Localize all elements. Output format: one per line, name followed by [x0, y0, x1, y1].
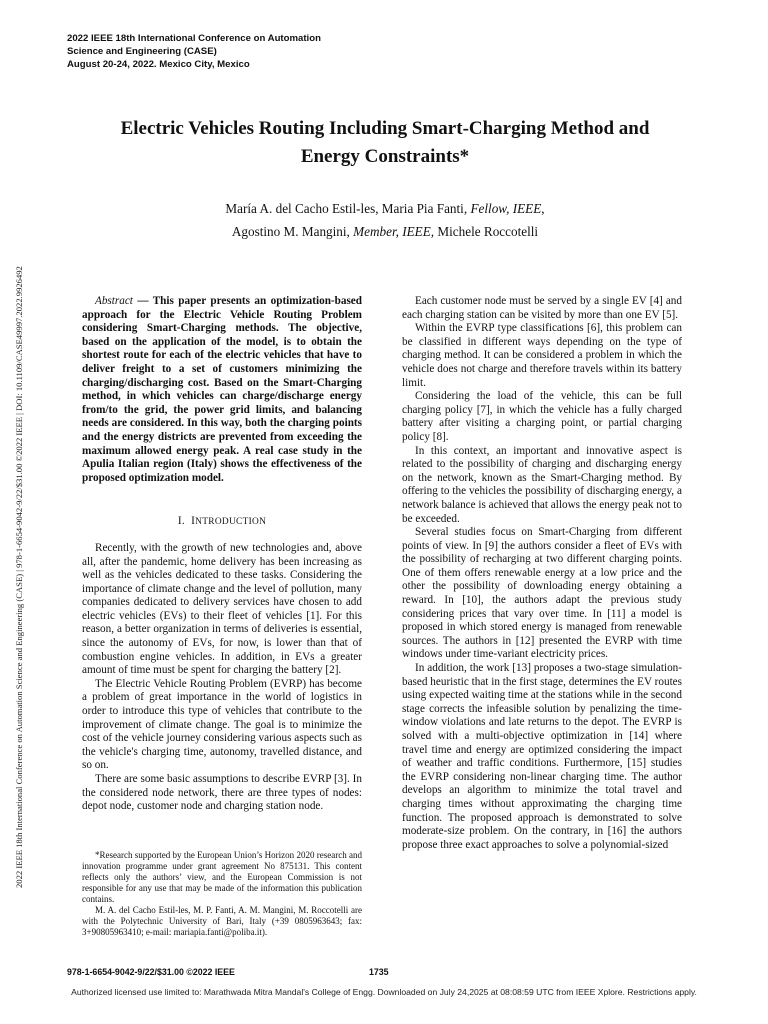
section-heading-introduction	[82, 515, 362, 530]
body-paragraph-3: Considering the load of the vehicle, this can be full charging policy [7], in which the vehicle has a fully charged battery after visiting a charging point, or partial charging policy [8].	[402, 390, 682, 443]
footnote-affiliation: M. A. del Cacho Estil-les, M. P. Fanti, A. M. Mangini, M. Roccotelli are with the Polytechnic University of Bari, Italy (+39 0805963643; fax: 3+90805963410; e-mail: mariapia.fanti@poliba.it).	[82, 904, 362, 937]
conference-line-3: August 20-24, 2022. Mexico City, Mexico	[67, 59, 250, 70]
intro-paragraph-3: There are some basic assumptions to describe EVRP [3]. In the considered node network, there are three types of nodes: depot node, customer node and charging station node.	[82, 773, 362, 813]
section-number: I.	[177, 515, 185, 528]
abstract-text: — This paper presents an optimization-based approach for the Electric Vehicle Routing Problem considering Smart-Charging methods. The objective, based on the application of the model, is to obtain the shortest route for each of the electric vehicles that have to deliver freight to a set of customers minimizing the charging/discharging cost. Based on the Smart-Charging method, in which vehicles can charge/discharge energy from/to the grid, the power grid limits, and balancing needs are considered. In this way, both the charging points and the energy districts are prevented from exceeding the maximum allowed energy peak. A real case study in the Apulia Italian region (Italy) shows the effectiveness of the proposed optimization model.	[82, 295, 362, 484]
author-names-1: María A. del Cacho Estil-les, Maria Pia Fanti,	[225, 201, 471, 216]
left-column	[82, 295, 362, 938]
intro-paragraph-1: Recently, with the growth of new technologies and, above all, after the pandemic, home delivery has been increasing as well as the vehicles dedicated to these tasks. Considering the importance of climate change and the level of pollution, many companies dedicated to delivery services have chosen to add electric vehicles (EVs) to their fleet of vehicles [1]. For this reason, a better organization in terms of deliveries is essential, since the autonomy of EVs, for now, is lower than that of combustion engine vehicles. In addition, in EVs a greater amount of time must be spent for charging the battery [2].	[82, 541, 362, 677]
paper-title	[80, 115, 690, 171]
license-notice: Authorized licensed use limited to: Marathwada Mitra Mandal's College of Engg. Downloaded on July 24,2025 at 08:08:59 UTC from IEEE Xplore. Restrictions apply.	[71, 987, 697, 997]
author-role-1: Fellow, IEEE	[470, 201, 542, 216]
body-paragraph-2: Within the EVRP type classifications [6], this problem can be classified in different ways depending on the type of charging method. It can be considered a problem in which the vehicle does not charge and therefore travels within its battery limit.	[402, 322, 682, 389]
body-paragraph-5: Several studies focus on Smart-Charging from different points of view. In [9] the authors consider a fleet of EVs with the possibility of recharging at two different charging points. One of them offers renewable energy at a low price and the other the possibility of downloading energy obtaining a reward. In [10], the authors adapt the previous study considering prices that vary over time. In [11] a model is proposed in which stored energy is managed from renewable sources. The authors in [12] presented the EVRP with time windows under time-variant electricity prices.	[402, 526, 682, 661]
author-list	[80, 197, 690, 243]
intro-paragraph-2: The Electric Vehicle Routing Problem (EVRP) has become a problem of great importance in the world of logistics in order to introduce this type of vehicles that contribute to the improvement of climate change. The goal is to minimize the cost of the vehicle journey considering various aspects such as the vehicle's charging time, autonomy, travelled distance, and so on.	[82, 677, 362, 772]
page-number: 1735	[369, 967, 389, 977]
conference-line-1: 2022 IEEE 18th International Conference on Automation	[67, 33, 321, 44]
side-doi-note: 2022 IEEE 18th International Conference on Automation Science and Engineering (CASE) | 978-1-6654-9042-9/22/$31.00 ©2022 IEEE | DOI: 10.1109/CASE49997.2022.9926492	[14, 266, 24, 888]
author-role-2: Member, IEEE,	[353, 224, 435, 239]
footnote-funding: *Research supported by the European Union’s Horizon 2020 research and innovation programme under grant agreement No 875131. This content reflects only the authors’ view, and the European Commission is not responsible for any use that may be made of the information this publication contains.	[82, 849, 362, 904]
title-line-1: Electric Vehicles Routing Including Smart-Charging Method and	[120, 118, 650, 139]
conference-header	[67, 32, 367, 71]
footer-isbn: 978-1-6654-9042-9/22/$31.00 ©2022 IEEE	[67, 967, 235, 977]
conference-line-2: Science and Engineering (CASE)	[67, 46, 217, 57]
body-paragraph-1: Each customer node must be served by a single EV [4] and each charging station can be visited by more than one EV [5].	[402, 295, 682, 321]
right-column	[402, 295, 682, 852]
author-names-3: Michele Roccotelli	[434, 224, 539, 239]
author-line-1	[80, 197, 690, 220]
section-first-letter: I	[191, 515, 196, 528]
abstract-label: Abstract	[95, 295, 133, 307]
abstract	[82, 295, 362, 485]
author-sep-1: ,	[541, 201, 545, 216]
footnotes	[82, 850, 362, 938]
author-line-2	[80, 220, 690, 243]
body-paragraph-6: In addition, the work [13] proposes a two-stage simulation-based heuristic that in the first stage, determines the EV routes using expected waiting time at the stations while in the second stage corrects the infeasible solution by penalizing the time-window violations and late returns to the depot. The EVRP is solved with a multi-objective optimization in [14] where travel time and energy are optimized considering the impact of weather and traffic conditions. Furthermore, [15] studies the EVRP considering non-linear charging time. The author develops an algorithm to minimize the total travel and charging times without approximating the charging time function. The proposed approach is demonstrated to solve moderate-size problem. On the contrary, in [16] the authors propose three exact approaches to solve a polynomial-sized	[402, 662, 682, 851]
body-paragraph-4: In this context, an important and innovative aspect is related to the possibility of charging and discharging energy on the network, known as the Smart-Charging method. By offering to the vehicles the possibility of discharging energy, a network balance is achieved that allows the energy peak not to be exceeded.	[402, 444, 683, 525]
author-names-2: Agostino M. Mangini,	[231, 224, 354, 239]
section-title-rest: NTRODUCTION	[195, 517, 267, 528]
title-line-2: Energy Constraints*	[300, 146, 470, 167]
